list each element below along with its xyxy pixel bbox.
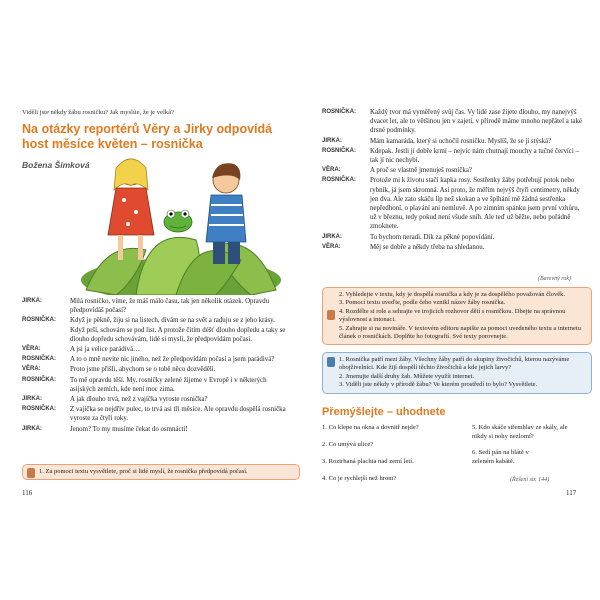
task-box-blue [322, 352, 592, 394]
left-dialogue [22, 297, 286, 435]
solution-reference: (Řešení str. 144) [510, 477, 550, 483]
children-and-frog-illustration [76, 150, 286, 295]
riddles-heading: Přemýšlejte – uhodnete [322, 406, 446, 418]
task-icon [27, 468, 35, 478]
dialogue-line [322, 233, 584, 242]
task-item: 2. Vyhledejte v textu, kdy je dospělá rosnička a kdy je za dospělého považován člověk. [339, 291, 566, 298]
riddle-item: 2. Co umývá ulice? [322, 441, 374, 448]
speaker: VĚRA: [22, 346, 41, 353]
speaker: JIRKA: [322, 137, 343, 144]
dialogue-line [22, 345, 286, 354]
task-text: 1. Za pomoci textu vysvětlete, proč si lidé myslí, že rosnička předpovídá počasí. [39, 468, 248, 475]
riddle-item: 6. Sedí pán na blátě v zeleném kabátě. [472, 449, 529, 465]
speaker: VĚRA: [22, 366, 41, 373]
line-text: A jsi ja velice parádivá… [70, 346, 141, 354]
line-text: To mě opravdu těší. My, rosničky zelené žijeme v Evropě i v některých asijských zemích, kde není moc zima. [70, 376, 267, 393]
task-box-orange [322, 287, 592, 345]
speaker: JIRKA: [22, 298, 43, 304]
speaker: JIRKA: [322, 233, 343, 240]
right-dialogue [322, 108, 584, 253]
author-name: Božena Šimková [22, 160, 90, 170]
line-text: Když je pěkně, žiju si na listech, dívám se na svět a raduju se z jeho krásy. Když prší, schovám se pod list. A protože čítím déšť dlouho dopředu a taky se dlouho dopředu schovávám, lidé si myslí, že předpovídám počasí. [70, 317, 286, 343]
dialogue-line [22, 316, 286, 344]
task-item: 2. Jmenujte další druhy žab. Můžete využít internet. [339, 372, 475, 380]
task-icon [327, 310, 335, 320]
speaker: ROSNIČKA: [22, 356, 56, 363]
line-text: Jenom? To my musíme čekat do osmnácti! [70, 425, 188, 433]
line-text: A proč se vlastně jmenuješ rosnička? [370, 167, 472, 175]
speaker: JIRKA: [22, 425, 43, 432]
globe-icon [327, 357, 335, 367]
task-item: 5. Zahrajte si na novináře. V textovém editoru napište za pomoci uvedeného textu a internetu článek o rosničkách. Doplňte ho fotografií. Své texty porovnejte. [339, 324, 581, 341]
page-number-right: 117 [566, 489, 577, 497]
task-item: 1. Rosnička patří mezi žáby. Všechny žáby patří do skupiny živočichů, kterou nazýváme obojživelníci. Kde žijí dospělí těchto živočichů a kde jejich larvy? [339, 356, 570, 372]
speaker: ROSNIČKA: [322, 147, 356, 154]
line-text: Mám kamaráda, který si ochočil rosničku. Myslíš, že se jí stýská? [370, 137, 552, 145]
dialogue-line [22, 376, 286, 394]
dialogue-line [22, 355, 286, 364]
article-title: Na otázky reportérů Věry a Jirky odpovídá host měsíce květen – rosnička [22, 122, 273, 151]
speaker: VĚRA: [322, 243, 341, 250]
task-item: 3. Pomocí textu uveďte, podle čeho vznikl název žáby rosnička. [339, 299, 506, 307]
speaker: ROSNIČKA: [22, 317, 56, 324]
right-page [300, 0, 600, 600]
task-item: 3. Viděli jste někdy v přírodě žábu? Ve kterém prostředí to bylo? Vysvětlete. [339, 381, 538, 389]
dialogue-line [22, 297, 286, 315]
line-text: Milá rosničko, víme, že máš málo času, tak jen několik otázek. Opravdu předpovídáš počasí? [70, 298, 270, 315]
speaker: ROSNIČKA: [22, 376, 56, 383]
riddle-item: 1. Co klepe na okna a dovnitř nejde? [322, 424, 419, 431]
speaker: ROSNIČKA: [322, 109, 356, 115]
dialogue-line [322, 108, 584, 136]
line-text: Z vajíčka se nejdřív pulec, to trvá asi tři měsíce. Ale opravdu dospělá rosnička vyroste za čtyři roky. [70, 406, 286, 423]
dialogue-line [22, 425, 286, 434]
line-text: A jak dlouho trvá, než z vajíčka vyroste rosnička? [70, 396, 208, 404]
source-note: (Barevný rok) [538, 276, 572, 282]
line-text: To bychom neradi. Dík za pěkné popovídání. [370, 233, 495, 241]
riddle-item: 5. Kdo skáče střemhlav ze skály, ale nikdy si nohy nezlomí? [472, 424, 568, 440]
line-text: A to o mně nevíte nic jiného, než že předpovídám počasí a jsem parádivá? [70, 356, 275, 364]
dialogue-line [322, 137, 584, 146]
dialogue-line [22, 405, 286, 423]
task-box [22, 464, 300, 480]
line-text: Protože mi k životu stačí kapka rosy. Sestřenky žáby potřebují potok nebo rybník, já jsem skromná. Asi proto, že měřím nejvýš čtyři centimetry, někdy jen dva. Ale zato skáču líp než skokan a ve šplhání mě žádná sestřenka nepředhoní, o plavání ani nemluvě. A po zimním spánku jsem první vzhůru, už v březnu, tedy pokud není všude sníh. Ale teď už běžte, nebo pořádně zmoknete. [370, 177, 580, 231]
line-text: Měj se dobře a někdy třeba na shledanou. [370, 243, 485, 251]
riddle-item: 3. Roztrhaná plachta nad zemí letí. [322, 458, 414, 465]
speaker: VĚRA: [322, 167, 341, 174]
dialogue-line [322, 147, 584, 165]
dialogue-line [322, 243, 584, 252]
riddle-item: 4. Co je rychlejší než hrom? [322, 475, 397, 482]
speaker: JIRKA: [22, 396, 43, 403]
line-text: Každý tvor má vyměřený svůj čas. Vy lidé zase žijete dlouho, my nanejvýš dvacet let, ale to většinou jen v zajetí, v přírodě máme mnoho nepřátel a také drsné podmínky. [370, 109, 582, 135]
dialogue-line [22, 395, 286, 404]
speaker: ROSNIČKA: [322, 177, 356, 184]
dialogue-line [322, 166, 584, 175]
page-number-left: 116 [22, 489, 33, 497]
dialogue-line [22, 365, 286, 374]
intro-question: Viděli jste někdy žábu rosničku? Jak myslíte, že je velká? [22, 109, 174, 116]
task-item: 4. Rozdělte si role a sehrajte ve trojicích rozhovor dětí s rosničkou. Dbejte na správnou výslovnost a intonaci. [339, 307, 566, 324]
dialogue-line [322, 176, 584, 231]
speaker: ROSNIČKA: [22, 406, 56, 413]
line-text: Kdepak. Jestli jí dobře krmí – nejvíc nám chutnají mouchy a tučné červíci – tak jí nic nechybí. [370, 147, 579, 165]
line-text: Proto jsme přišli, abychom se o tobě něco dozvěděli. [70, 366, 216, 374]
